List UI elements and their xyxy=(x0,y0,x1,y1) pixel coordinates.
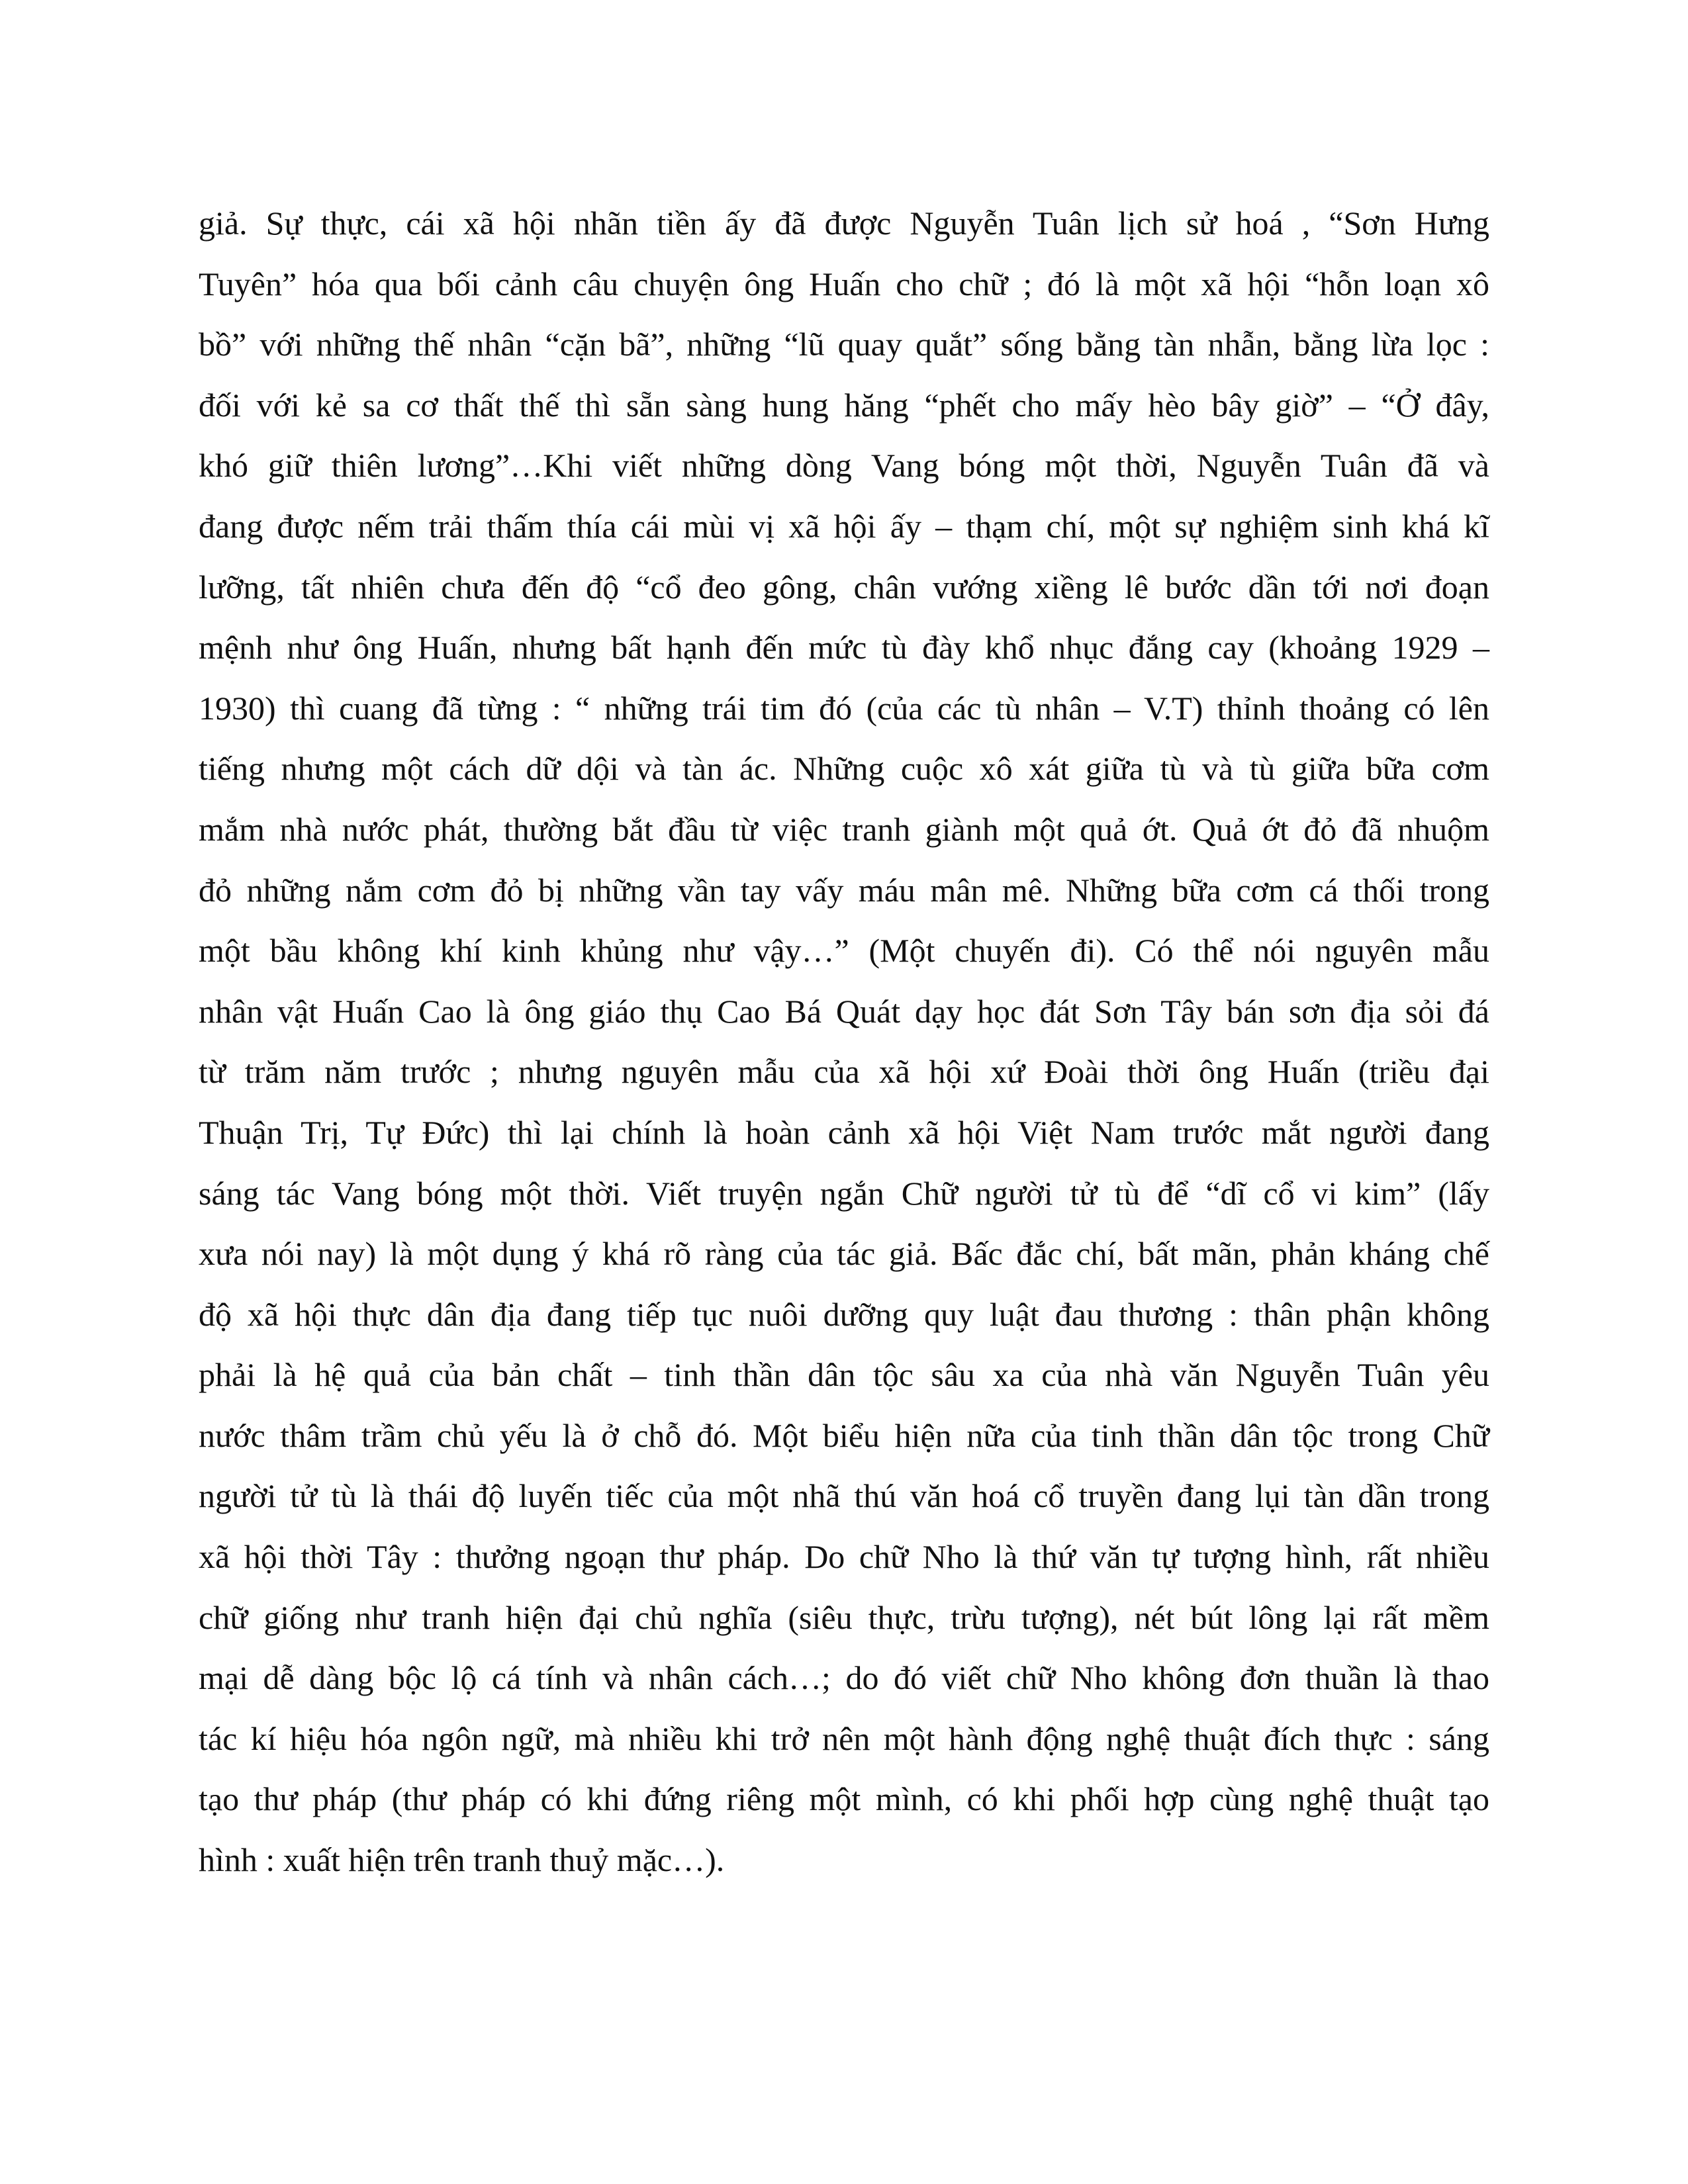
text-line: giả. Sự thực, cái xã hội nhãn tiền ấy đã được Nguyễn Tuân lịch sử hoá , “Sơn Hưng xyxy=(199,205,1489,242)
text-line: người tử tù là thái độ luyến tiếc của một nhã thú văn hoá cổ truyền đang lụi tàn dần trong xyxy=(199,1477,1489,1515)
text-line: Tuyên” hóa qua bối cảnh câu chuyện ông Huấn cho chữ ; đó là một xã hội “hỗn loạn xô xyxy=(199,265,1489,302)
text-line: phải là hệ quả của bản chất – tinh thần dân tộc sâu xa của nhà văn Nguyễn Tuân yêu xyxy=(199,1356,1489,1394)
text-line: từ trăm năm trước ; nhưng nguyên mẫu của xã hội xứ Đoài thời ông Huấn (triều đại xyxy=(199,1053,1489,1091)
text-line: đối với kẻ sa cơ thất thế thì sẵn sàng hung hăng “phết cho mấy hèo bây giờ” – “Ở đây, xyxy=(199,386,1489,424)
text-line: nước thâm trầm chủ yếu là ở chỗ đó. Một biểu hiện nữa của tinh thần dân tộc trong Chữ xyxy=(199,1416,1489,1454)
text-line: xưa nói nay) là một dụng ý khá rõ ràng của tác giả. Bấc đắc chí, bất mãn, phản kháng chế xyxy=(199,1235,1489,1273)
text-line: đang được nếm trải thấm thía cái mùi vị xã hội ấy – thạm chí, một sự nghiệm sinh khá kĩ xyxy=(199,507,1489,545)
text-line: sáng tác Vang bóng một thời. Viết truyện ngắn Chữ người tử tù để “dĩ cổ vi kim” (lấy xyxy=(199,1174,1489,1212)
text-line: tác kí hiệu hóa ngôn ngữ, mà nhiều khi trở nên một hành động nghệ thuật đích thực : sáng xyxy=(199,1719,1489,1757)
text-line-last: hình : xuất hiện trên tranh thuỷ mặc…). xyxy=(199,1841,725,1879)
text-line: khó giữ thiên lương”…Khi viết những dòng Vang bóng một thời, Nguyễn Tuân đã và xyxy=(199,447,1489,484)
text-line: bồ” với những thế nhân “cặn bã”, những “lũ quay quắt” sống bằng tàn nhẫn, bằng lừa lọc : xyxy=(199,326,1489,363)
text-line: nhân vật Huấn Cao là ông giáo thụ Cao Bá Quát dạy học đát Sơn Tây bán sơn địa sỏi đá xyxy=(199,992,1489,1030)
text-line: lưỡng, tất nhiên chưa đến độ “cổ đeo gông, chân vướng xiềng lê bước dần tới nơi đoạn xyxy=(199,568,1489,606)
text-line: mệnh như ông Huấn, nhưng bất hạnh đến mức tù đày khổ nhục đắng cay (khoảng 1929 – xyxy=(199,629,1489,666)
body-paragraph xyxy=(199,193,1489,1891)
text-line: tiếng nhưng một cách dữ dội và tàn ác. Những cuộc xô xát giữa tù và tù giữa bữa cơm xyxy=(199,750,1489,788)
text-line: Thuận Trị, Tự Đức) thì lại chính là hoàn cảnh xã hội Việt Nam trước mắt người đang xyxy=(199,1113,1489,1151)
text-line: 1930) thì cuang đã từng : “ những trái tim đó (của các tù nhân – V.T) thỉnh thoảng có lên xyxy=(199,689,1489,727)
text-line: mắm nhà nước phát, thường bắt đầu từ việc tranh giành một quả ớt. Quả ớt đỏ đã nhuộm xyxy=(199,810,1489,848)
text-line: đỏ những nắm cơm đỏ bị những vần tay vấy máu mân mê. Những bữa cơm cá thối trong xyxy=(199,871,1489,909)
text-line: tạo thư pháp (thư pháp có khi đứng riêng một mình, có khi phối hợp cùng nghệ thuật tạo xyxy=(199,1780,1489,1818)
text-line: mại dễ dàng bộc lộ cá tính và nhân cách…; do đó viết chữ Nho không đơn thuần là thao xyxy=(199,1659,1489,1697)
text-line: một bầu không khí kinh khủng như vậy…” (Một chuyến đi). Có thể nói nguyên mẫu xyxy=(199,932,1489,970)
text-line: độ xã hội thực dân địa đang tiếp tục nuôi dưỡng quy luật đau thương : thân phận không xyxy=(199,1295,1489,1333)
text-line: xã hội thời Tây : thưởng ngoạn thư pháp. Do chữ Nho là thứ văn tự tượng hình, rất nhiều xyxy=(199,1538,1489,1576)
text-line: chữ giống như tranh hiện đại chủ nghĩa (siêu thực, trừu tượng), nét bút lông lại rất mềm xyxy=(199,1598,1489,1636)
